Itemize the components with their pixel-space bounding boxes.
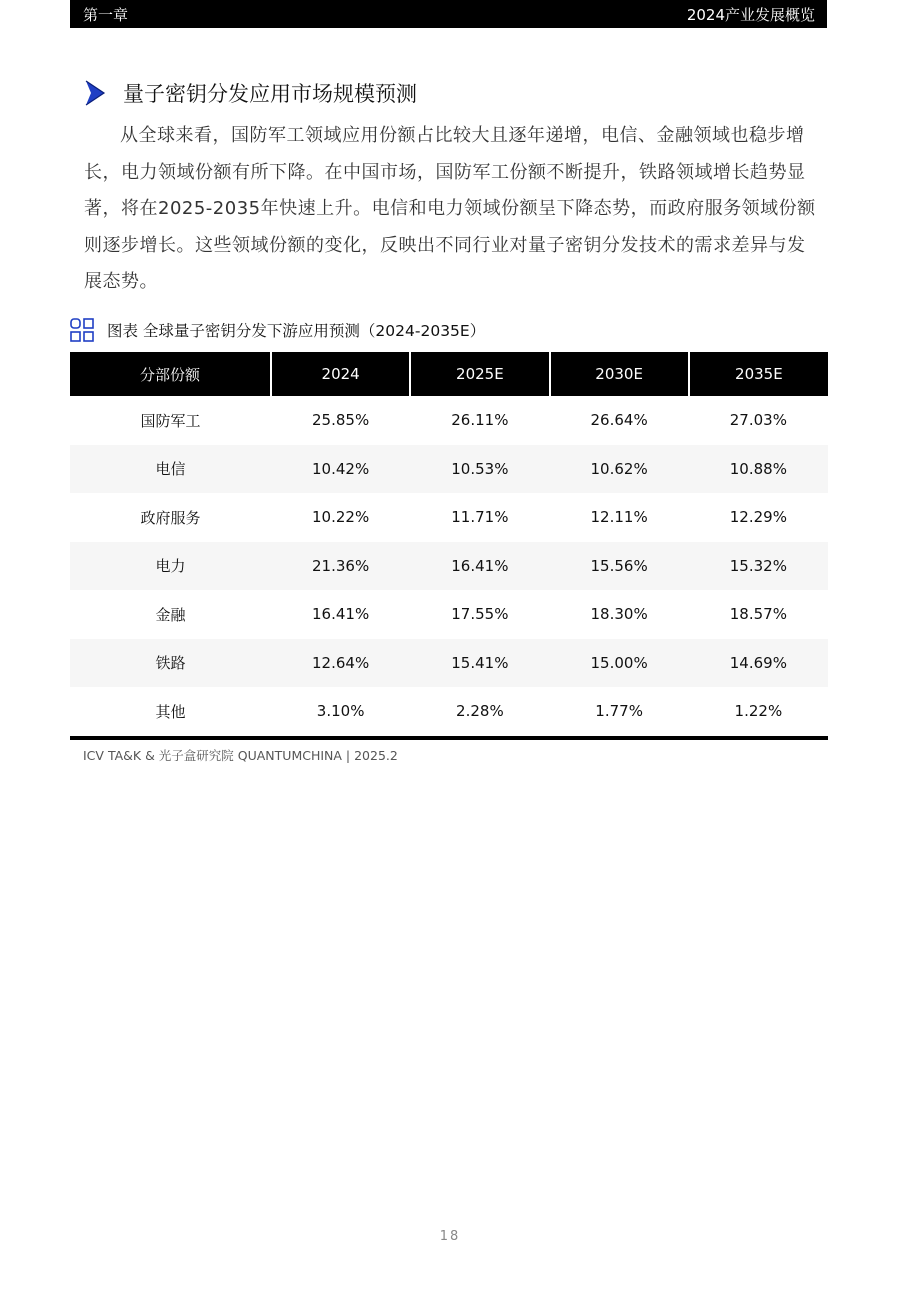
page-header bbox=[70, 0, 827, 28]
table-cell: 16.41% bbox=[410, 542, 549, 591]
row-label: 铁路 bbox=[70, 639, 271, 688]
chapter-label: 第一章 bbox=[83, 5, 129, 24]
section-heading bbox=[84, 78, 417, 108]
chart-grid-icon bbox=[70, 318, 94, 342]
table-row bbox=[70, 445, 828, 494]
table-cell: 15.32% bbox=[689, 542, 828, 591]
table-cell: 15.00% bbox=[550, 639, 689, 688]
column-header: 2035E bbox=[689, 352, 828, 396]
figure-caption bbox=[70, 318, 485, 342]
table-row bbox=[70, 542, 828, 591]
table-cell: 14.69% bbox=[689, 639, 828, 688]
table-cell: 21.36% bbox=[271, 542, 410, 591]
table-cell: 16.41% bbox=[312, 605, 370, 624]
document-title: 2024产业发展概览 bbox=[686, 5, 815, 24]
arrow-bullet-icon bbox=[84, 80, 106, 106]
table-cell: 25.85% bbox=[312, 411, 370, 430]
table-cell: 26.11% bbox=[451, 411, 509, 430]
table-cell: 11.71% bbox=[451, 508, 509, 527]
column-header: 分部份额 bbox=[70, 352, 271, 396]
table-row bbox=[70, 493, 828, 542]
row-label: 金融 bbox=[155, 605, 186, 624]
table-header-row bbox=[70, 352, 828, 396]
table-cell: 10.88% bbox=[689, 445, 828, 494]
column-header: 2030E bbox=[550, 352, 689, 396]
table-cell: 10.22% bbox=[312, 508, 370, 527]
table-cell: 2.28% bbox=[410, 687, 549, 738]
row-label: 电力 bbox=[70, 542, 271, 591]
table-cell: 15.41% bbox=[410, 639, 549, 688]
table-cell: 18.57% bbox=[729, 605, 787, 624]
table-cell: 12.11% bbox=[590, 508, 648, 527]
table-cell: 10.42% bbox=[271, 445, 410, 494]
table-cell: 18.30% bbox=[590, 605, 648, 624]
row-label: 其他 bbox=[70, 687, 271, 738]
table-cell: 3.10% bbox=[271, 687, 410, 738]
page-number: 18 bbox=[439, 1229, 461, 1244]
body-paragraph: 从全球来看，国防军工领域应用份额占比较大且逐年递增，电信、金融领域也稳步增长，电力领域份额有所下降。在中国市场，国防军工份额不断提升，铁路领域增长趋势显著，将在2025-2035年快速上升。电信和电力领域份额呈下降态势，而政府服务领域份额则逐步增长。这些领域份额的变化，反映出不同行业对量子密钥分发技术的需求差异与发展态势。 bbox=[84, 125, 816, 292]
table-cell: 1.77% bbox=[550, 687, 689, 738]
row-label: 政府服务 bbox=[140, 508, 201, 527]
forecast-table bbox=[70, 352, 828, 740]
source-note: ICV TA&K & 光子盒研究院 QUANTUMCHINA | 2025.2 bbox=[83, 748, 398, 763]
table-cell: 10.62% bbox=[550, 445, 689, 494]
table-cell: 15.56% bbox=[550, 542, 689, 591]
table-cell: 26.64% bbox=[590, 411, 648, 430]
column-header: 2025E bbox=[410, 352, 549, 396]
figure-title: 图表 全球量子密钥分发下游应用预测（2024-2035E） bbox=[107, 322, 486, 340]
table-row bbox=[70, 396, 828, 445]
table-cell: 12.64% bbox=[271, 639, 410, 688]
table-cell: 27.03% bbox=[729, 411, 787, 430]
table-row bbox=[70, 687, 828, 738]
table-row bbox=[70, 590, 828, 639]
row-label: 电信 bbox=[70, 445, 271, 494]
table-cell: 1.22% bbox=[689, 687, 828, 738]
table-cell: 17.55% bbox=[451, 605, 509, 624]
table-row bbox=[70, 639, 828, 688]
table-cell: 12.29% bbox=[729, 508, 787, 527]
column-header: 2024 bbox=[271, 352, 410, 396]
section-title: 量子密钥分发应用市场规模预测 bbox=[123, 82, 417, 106]
row-label: 国防军工 bbox=[140, 411, 201, 430]
table-cell: 10.53% bbox=[410, 445, 549, 494]
